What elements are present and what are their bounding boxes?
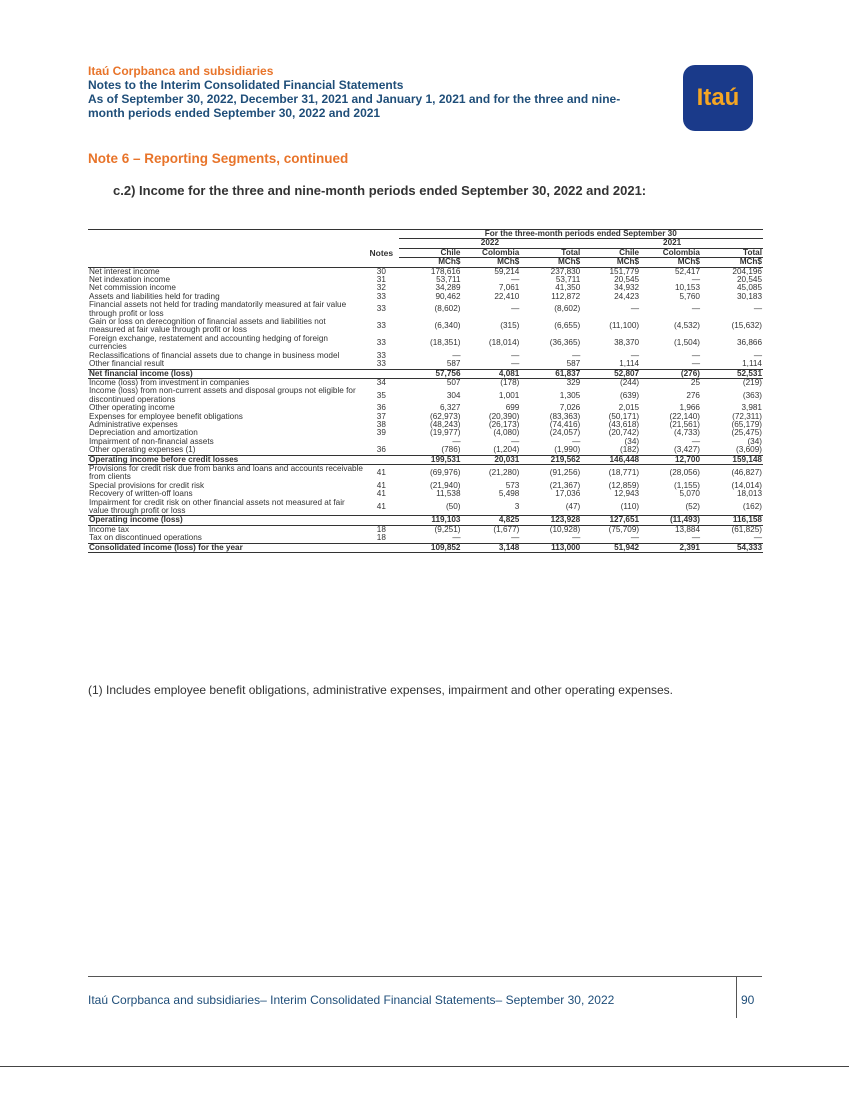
table-row: [88, 413, 763, 421]
row-note: [364, 516, 399, 525]
row-value: (43,618): [608, 419, 640, 429]
row-value: (21,940): [430, 480, 461, 490]
row-value: (21,561): [669, 419, 700, 429]
notes-header: Notes: [369, 247, 394, 258]
row-value: (25,475): [731, 428, 762, 438]
row-value: —: [572, 350, 581, 360]
row-label: Income (loss) from non-current assets and disposal groups not eligible for discontinued operations: [89, 386, 356, 404]
row-value: 25: [690, 377, 700, 387]
row-value: —: [630, 304, 640, 314]
row-label: Net interest income: [89, 266, 160, 276]
row-value: 587: [566, 359, 581, 369]
row-label: Administrative expenses: [89, 419, 178, 429]
row-value: (3,427): [674, 445, 700, 455]
row-value: (9,251): [434, 524, 461, 534]
row-value: (276): [640, 369, 701, 378]
row-value: 2,015: [618, 403, 640, 413]
row-value: 699: [505, 403, 520, 413]
period-header: For the three-month periods ended September 30: [399, 230, 763, 239]
row-value: (20,742): [608, 428, 640, 438]
row-value: —: [753, 304, 762, 314]
unit-label: MCh$: [520, 258, 581, 267]
row-value: 119,103: [399, 516, 462, 525]
header-line-3: As of September 30, 2022, December 31, 2021 and January 1, 2021 and for the three and nine-: [88, 92, 621, 106]
row-value: (786): [441, 445, 461, 455]
row-label: Assets and liabilities held for trading: [89, 291, 220, 301]
row-value: 20,545: [614, 275, 640, 285]
row-value: 4,081: [462, 369, 521, 378]
row-value: 1,114: [742, 359, 762, 369]
row-value: (363): [742, 390, 762, 400]
row-value: (20,390): [488, 411, 520, 421]
row-value: 59,214: [494, 266, 520, 276]
row-value: 5,760: [679, 291, 700, 301]
unit-label: MCh$: [399, 258, 462, 267]
row-note: 38: [376, 419, 386, 429]
row-value: (74,416): [549, 419, 581, 429]
row-value: —: [630, 350, 640, 360]
row-value: 1,114: [619, 359, 640, 369]
col-header: Colombia: [640, 248, 701, 257]
table-row: [88, 360, 763, 369]
company-name: Itaú Corpbanca and subsidiaries: [88, 64, 274, 78]
row-value: (75,709): [608, 524, 640, 534]
itau-logo: [683, 65, 753, 131]
logo-text: Itaú: [696, 84, 740, 111]
row-value: (26,173): [488, 419, 520, 429]
row-value: 237,830: [550, 266, 581, 276]
row-value: 127,651: [581, 516, 640, 525]
row-value: —: [691, 350, 700, 360]
header-line-2: Notes to the Interim Consolidated Financial Statements: [88, 78, 404, 92]
row-value: 199,531: [399, 455, 462, 464]
row-label: Special provisions for credit risk: [89, 480, 205, 490]
row-value: (1,155): [674, 480, 700, 490]
row-value: (6,340): [434, 321, 461, 331]
row-value: 4,825: [462, 516, 521, 525]
row-value: 18,013: [736, 489, 762, 499]
table-row: [88, 534, 763, 543]
row-value: 151,779: [609, 266, 640, 276]
row-label: Provisions for credit risk due from banks and loans and accounts receivable from clients: [89, 463, 363, 482]
row-label: Impairment for credit risk on other financial assets not measured at fair value through profit or loss: [89, 497, 345, 515]
row-value: (244): [619, 377, 640, 387]
row-value: (36,365): [549, 338, 581, 348]
row-value: (1,990): [554, 445, 581, 455]
row-value: 123,928: [520, 516, 581, 525]
row-label: Foreign exchange, restatement and accounting hedging of foreign currencies: [89, 333, 328, 352]
row-value: —: [753, 533, 762, 543]
table-row: [88, 516, 763, 525]
row-value: —: [511, 350, 520, 360]
row-value: —: [452, 436, 461, 446]
row-value: 159,148: [701, 455, 763, 464]
row-label: Consolidated income (loss) for the year: [88, 543, 364, 552]
row-value: (72,311): [732, 411, 762, 421]
row-note: 36: [376, 403, 386, 413]
row-note: 32: [376, 283, 386, 293]
row-value: —: [630, 533, 640, 543]
row-value: 34,932: [614, 283, 640, 293]
row-label: Other financial result: [89, 359, 165, 369]
row-label: Tax on discontinued operations: [89, 533, 202, 543]
col-header: Chile: [581, 248, 640, 257]
row-value: —: [511, 304, 520, 314]
row-label: Expenses for employee benefit obligations: [89, 411, 243, 421]
row-value: 1,001: [498, 390, 520, 400]
row-value: 11,538: [436, 489, 461, 499]
row-note: 33: [376, 350, 386, 360]
row-value: (21,367): [549, 480, 581, 490]
row-value: (10,928): [549, 524, 581, 534]
row-value: (50,171): [608, 411, 640, 421]
row-value: (182): [619, 445, 640, 455]
row-value: 52,417: [674, 266, 700, 276]
row-value: 12,700: [640, 455, 701, 464]
col-header: Total: [701, 248, 763, 257]
row-label: Gain or loss on derecognition of financial assets and liabilities not measured at fair value through profit or loss: [89, 317, 326, 335]
row-value: 54,333: [701, 543, 763, 552]
row-value: 3: [514, 501, 520, 511]
row-label: Other operating expenses (1): [89, 445, 196, 455]
row-value: —: [452, 350, 461, 360]
table-row: [88, 352, 763, 360]
row-value: —: [452, 533, 461, 543]
row-note: 41: [376, 489, 386, 499]
row-value: (8,602): [434, 304, 461, 314]
row-value: —: [511, 359, 520, 369]
row-value: —: [691, 359, 700, 369]
row-value: 3,148: [462, 543, 521, 552]
year-2021-header: 2021: [581, 239, 763, 248]
row-note: 33: [376, 304, 386, 314]
row-value: —: [511, 436, 520, 446]
footnote: (1) Includes employee benefit obligations, administrative expenses, impairment and other operating expenses.: [88, 683, 673, 697]
row-label: Impairment of non-financial assets: [89, 436, 214, 446]
row-value: (50): [445, 501, 461, 511]
row-value: (110): [620, 501, 640, 511]
footer-rule: [88, 976, 762, 977]
page-number: 90: [741, 993, 755, 1007]
row-note: [364, 543, 399, 552]
row-value: (1,504): [674, 338, 700, 348]
unit-label: MCh$: [701, 258, 763, 267]
row-value: (4,080): [493, 428, 520, 438]
row-value: (34): [747, 436, 762, 446]
row-value: (162): [742, 501, 762, 511]
row-value: 12,943: [614, 489, 640, 499]
row-label: Other operating income: [89, 403, 175, 413]
row-value: 20,545: [736, 275, 762, 285]
row-value: (24,057): [549, 428, 581, 438]
row-note: 41: [376, 468, 386, 478]
row-value: 204,196: [732, 266, 762, 276]
row-value: (83,363): [549, 411, 581, 421]
row-value: 3,981: [741, 403, 762, 413]
row-value: (1,204): [493, 445, 520, 455]
row-value: (18,014): [488, 338, 520, 348]
row-value: 507: [446, 377, 461, 387]
row-note: 33: [376, 338, 386, 348]
row-value: 5,070: [679, 489, 700, 499]
row-value: 109,852: [399, 543, 462, 552]
table-row: [88, 318, 763, 335]
row-note: 34: [376, 377, 386, 387]
row-value: (4,733): [674, 428, 700, 438]
row-value: (18,771): [608, 468, 640, 478]
row-value: (178): [500, 377, 520, 387]
table-row: [88, 543, 763, 552]
unit-label: MCh$: [640, 258, 701, 267]
row-value: 51,942: [581, 543, 640, 552]
row-value: —: [511, 533, 520, 543]
footer-text: Itaú Corpbanca and subsidiaries– Interim Consolidated Financial Statements– September 30, 2022: [88, 993, 615, 1007]
row-note: 33: [376, 321, 386, 331]
row-value: 2,391: [640, 543, 701, 552]
row-value: (14,014): [731, 480, 762, 490]
income-table: [88, 229, 763, 553]
row-value: 1,305: [559, 390, 581, 400]
row-value: 34,289: [435, 283, 461, 293]
row-value: (11,100): [609, 321, 640, 331]
row-note: 41: [376, 501, 386, 511]
row-note: [364, 369, 399, 378]
table-row: [88, 301, 763, 318]
row-value: 17,036: [555, 489, 581, 499]
unit-label: MCh$: [581, 258, 640, 267]
row-value: —: [511, 275, 520, 285]
row-label: Net commission income: [89, 283, 176, 293]
row-value: 45,085: [736, 283, 762, 293]
row-value: 7,026: [559, 403, 581, 413]
row-label: Net financial income (loss): [88, 369, 364, 378]
table-row: [88, 335, 763, 352]
row-value: 329: [566, 377, 581, 387]
section-subtitle: c.2) Income for the three and nine-month periods ended September 30, 2022 and 2021:: [113, 183, 647, 198]
note-title: Note 6 – Reporting Segments, continued: [88, 151, 349, 166]
row-note: 41: [376, 480, 386, 490]
row-value: (12,859): [608, 480, 640, 490]
row-note: 39: [376, 428, 386, 438]
table-row: [88, 267, 763, 276]
row-value: (18,351): [430, 338, 461, 348]
col-header: Colombia: [462, 248, 521, 257]
row-note: 36: [376, 445, 386, 455]
row-value: 6,327: [440, 403, 461, 413]
document-header: [88, 64, 620, 120]
row-value: (315): [500, 321, 520, 331]
row-value: (28,056): [669, 468, 700, 478]
row-value: (48,243): [430, 419, 461, 429]
table-row: [88, 369, 763, 378]
row-value: 53,711: [436, 275, 461, 285]
row-note: 18: [376, 524, 386, 534]
row-value: —: [691, 304, 700, 314]
row-value: 90,462: [435, 291, 461, 301]
row-value: 116,158: [701, 516, 763, 525]
row-value: 219,562: [520, 455, 581, 464]
row-value: 573: [505, 480, 520, 490]
row-value: 36,866: [736, 338, 762, 348]
row-value: (19,977): [430, 428, 461, 438]
row-note: 33: [376, 359, 386, 369]
row-value: (639): [619, 390, 640, 400]
row-value: (34): [624, 436, 640, 446]
row-value: 20,031: [462, 455, 521, 464]
row-note: [364, 455, 399, 464]
row-label: Recovery of written-off loans: [89, 489, 193, 499]
row-value: 112,872: [551, 291, 581, 301]
row-value: (46,827): [731, 468, 762, 478]
row-value: (47): [565, 501, 581, 511]
row-note: 18: [376, 533, 386, 543]
row-note: 30: [376, 266, 386, 276]
row-value: (22,140): [669, 411, 700, 421]
footer-divider: [736, 976, 737, 1018]
row-value: 276: [686, 390, 700, 400]
table-row: [88, 446, 763, 455]
row-value: —: [691, 533, 700, 543]
row-value: 13,884: [674, 524, 700, 534]
row-value: 7,061: [498, 283, 520, 293]
row-value: 5,498: [498, 489, 520, 499]
row-value: (15,632): [731, 321, 762, 331]
row-value: (52): [685, 501, 700, 511]
row-value: 587: [446, 359, 461, 369]
table-row: [88, 464, 763, 481]
row-value: 304: [446, 390, 461, 400]
row-note: 35: [376, 390, 386, 400]
page-bottom-rule: [0, 1066, 849, 1067]
row-value: 38,370: [614, 338, 640, 348]
row-value: 52,807: [581, 369, 640, 378]
row-value: (69,976): [430, 468, 461, 478]
row-label: Reclassifications of financial assets due to change in business model: [89, 350, 340, 360]
row-value: (65,179): [731, 419, 762, 429]
row-value: —: [572, 533, 581, 543]
row-value: —: [753, 350, 762, 360]
row-value: 52,531: [701, 369, 763, 378]
header-line-4: month periods ended September 30, 2022 and 2021: [88, 106, 381, 120]
row-label: Operating income (loss): [88, 516, 364, 525]
row-value: (21,280): [488, 468, 520, 478]
col-header: Total: [520, 248, 581, 257]
row-value: 53,711: [555, 275, 581, 285]
row-value: 61,837: [520, 369, 581, 378]
year-2022-header: 2022: [399, 239, 582, 248]
row-note: 31: [376, 275, 386, 285]
row-note: 37: [376, 411, 386, 421]
row-value: —: [572, 436, 581, 446]
row-value: 10,153: [674, 283, 700, 293]
row-value: 57,756: [399, 369, 462, 378]
row-value: (8,602): [554, 304, 581, 314]
row-value: 113,000: [520, 543, 581, 552]
row-value: (11,493): [640, 516, 701, 525]
row-value: 22,410: [494, 291, 520, 301]
row-value: (6,655): [554, 321, 581, 331]
col-header: Chile: [399, 248, 462, 257]
row-note: 33: [376, 291, 386, 301]
row-value: 178,616: [430, 266, 461, 276]
row-value: (62,973): [430, 411, 461, 421]
row-label: Income tax: [89, 524, 130, 534]
row-value: 1,966: [679, 403, 700, 413]
row-value: 146,448: [581, 455, 640, 464]
table-row: [88, 387, 763, 404]
row-value: (3,609): [736, 445, 762, 455]
row-value: (1,677): [493, 524, 520, 534]
row-value: —: [691, 275, 700, 285]
row-value: (4,532): [674, 321, 700, 331]
row-value: 41,350: [555, 283, 581, 293]
row-label: Depreciation and amortization: [89, 428, 198, 438]
table-row: [88, 276, 763, 284]
row-value: (219): [742, 377, 762, 387]
row-value: (91,256): [549, 468, 581, 478]
row-value: (61,825): [731, 524, 762, 534]
table-row: [88, 499, 763, 516]
row-label: Net indexation income: [89, 275, 171, 285]
row-value: 24,423: [614, 291, 640, 301]
row-label: Financial assets not held for trading mandatorily measured at fair value through profit or loss: [89, 300, 347, 318]
row-label: Operating income before credit losses: [88, 455, 364, 464]
row-value: 30,183: [736, 291, 762, 301]
unit-label: MCh$: [462, 258, 521, 267]
row-value: —: [691, 436, 700, 446]
row-label: Income (loss) from investment in companies: [89, 377, 250, 387]
